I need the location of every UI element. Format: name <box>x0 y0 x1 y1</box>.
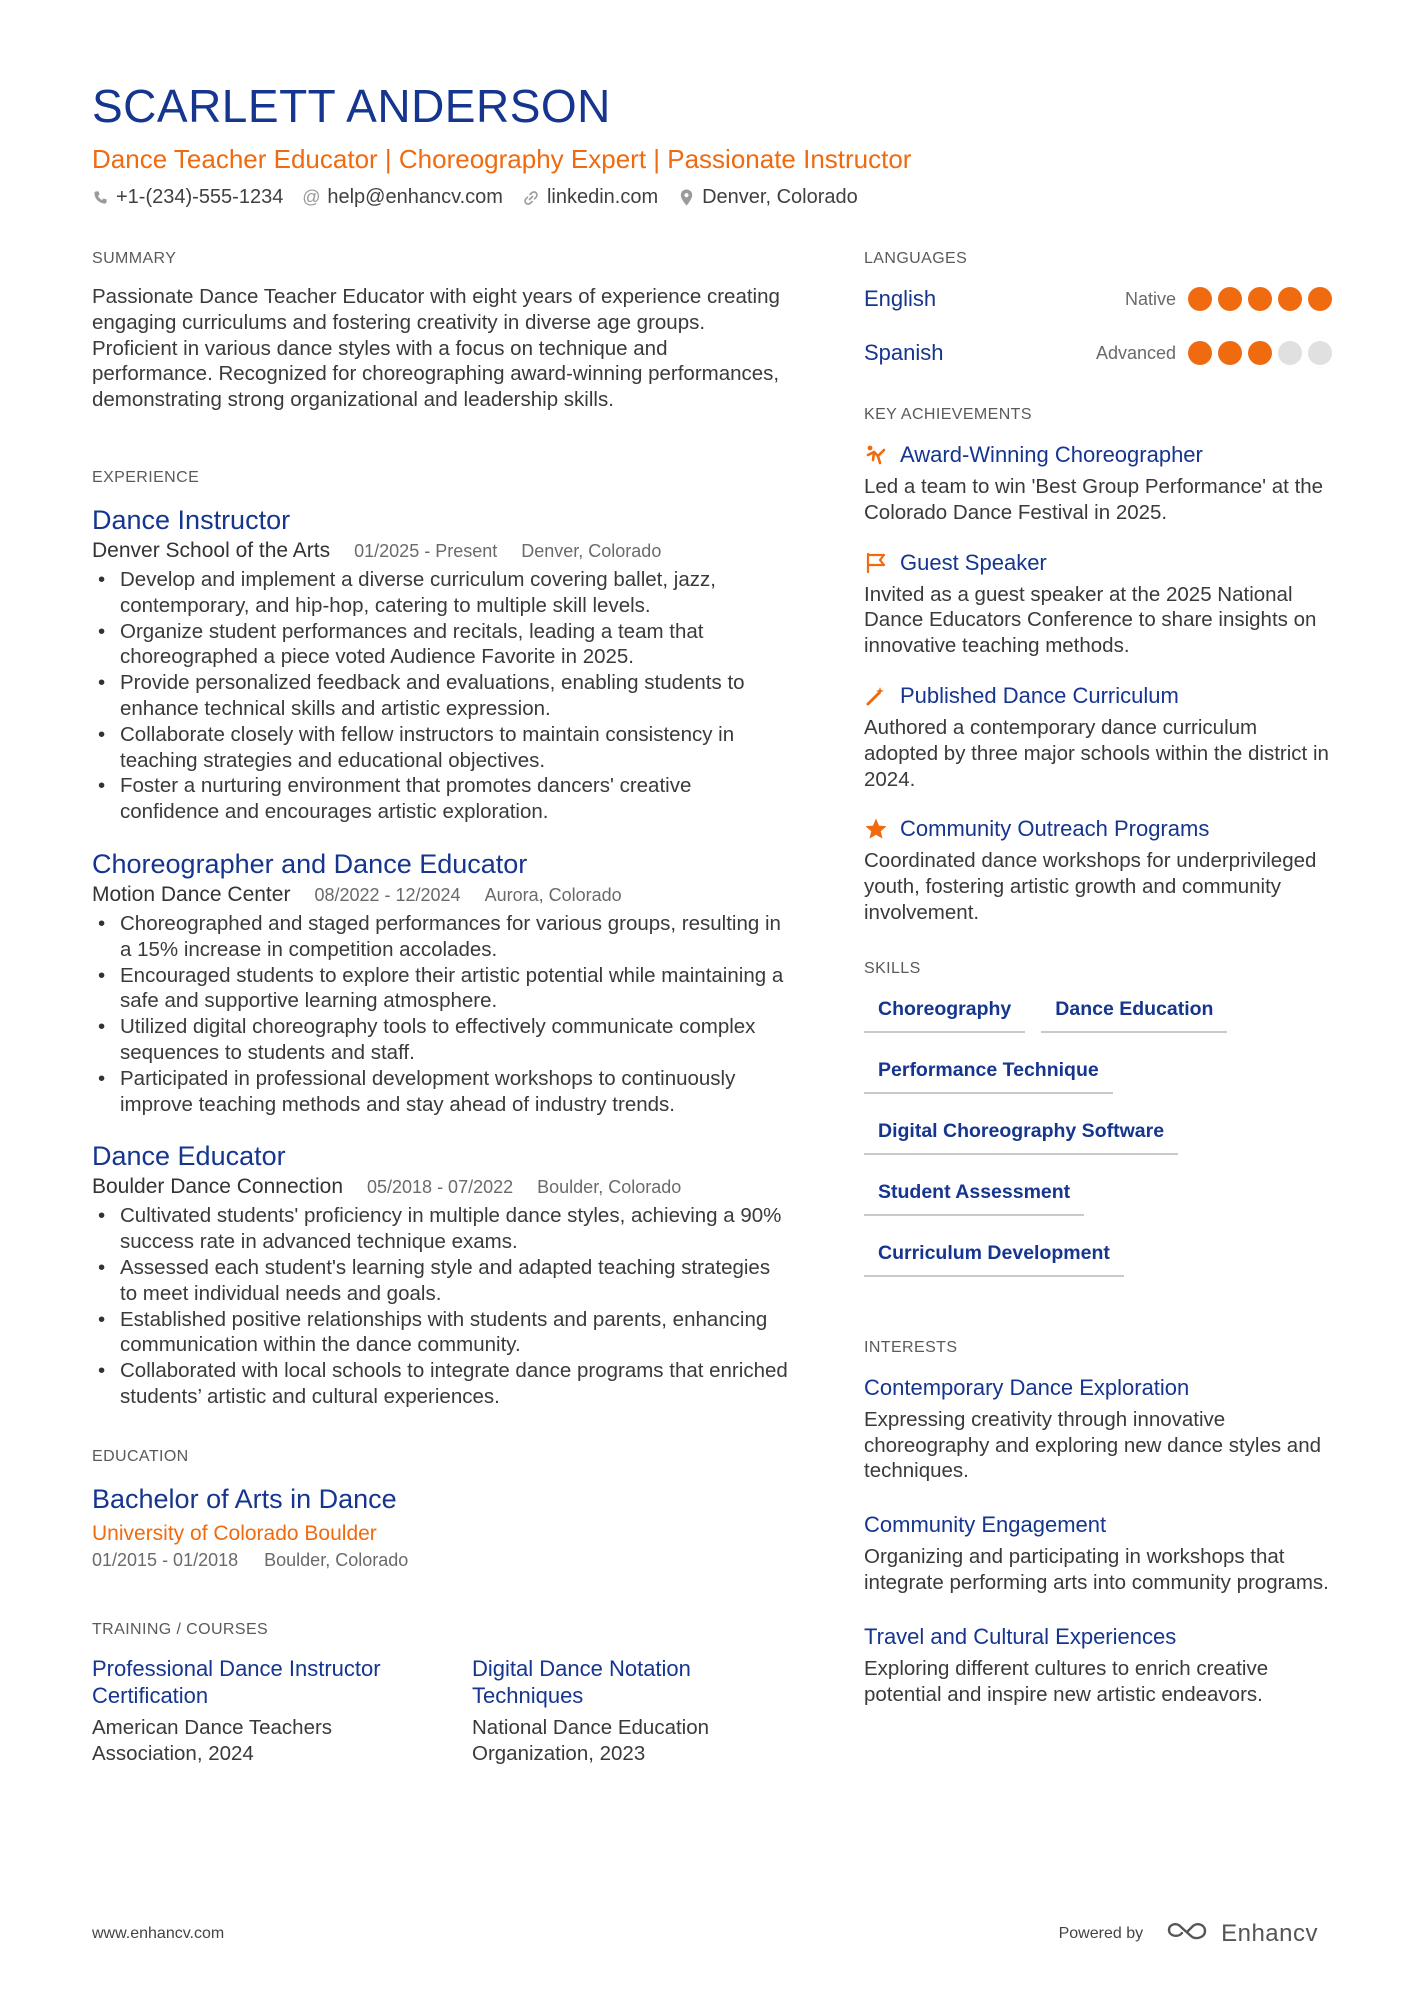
interests-section <box>864 1339 1334 1708</box>
job-bullets <box>92 567 792 825</box>
powered-by-label: Powered by <box>1058 1924 1144 1942</box>
rating-dot-filled <box>1308 287 1332 311</box>
job-bullet: • Encouraged students to explore their artistic potential while maintaining a safe and supportive learning atmosphere. <box>92 963 792 1015</box>
rating-dot-filled <box>1188 287 1212 311</box>
interests-heading: INTERESTS <box>864 1338 958 1356</box>
education-location: Boulder, Colorado <box>264 1549 409 1570</box>
job-bullet: • Utilized digital choreography tools to effectively communicate complex sequences to students and staff. <box>92 1014 792 1066</box>
language-rating <box>1188 287 1332 311</box>
achievement-title: Community Outreach Programs <box>900 816 1210 842</box>
skill-tag: Performance Technique <box>864 1053 1113 1094</box>
job-company: Boulder Dance Connection <box>92 1175 343 1199</box>
degree-title: Bachelor of Arts in Dance <box>92 1483 397 1514</box>
rating-dot-filled <box>1218 341 1242 365</box>
job-bullet: • Cultivated students' proficiency in multiple dance styles, achieving a 90% success rate in advanced technique exams. <box>92 1203 792 1255</box>
job-company: Denver School of the Arts <box>92 538 331 562</box>
job-bullet: • Collaborated with local schools to integrate dance programs that enriched students’ artistic and cultural experiences. <box>92 1358 792 1410</box>
language-level: Advanced <box>1095 342 1176 363</box>
job-company: Motion Dance Center <box>92 882 291 906</box>
rating-dot-filled <box>1218 287 1242 311</box>
achievement-title: Award-Winning Choreographer <box>900 442 1203 467</box>
infinity-logo-icon <box>1165 1918 1211 1949</box>
language-row <box>864 272 1334 326</box>
contact-email[interactable] <box>303 186 503 209</box>
job-bullets <box>92 1203 792 1409</box>
job-dates: 01/2025 - Present <box>354 540 498 561</box>
contact-email-text[interactable]: help@enhancv.com <box>327 186 503 208</box>
interest-title: Community Engagement <box>864 1512 1107 1538</box>
job-title: Dance Educator <box>92 1141 286 1172</box>
course-item <box>92 1655 412 1767</box>
achievement-desc: Authored a contemporary dance curriculum adopted by three major schools within the district in 2024. <box>864 715 1329 791</box>
job-location: Aurora, Colorado <box>484 884 622 905</box>
job-entry <box>92 1139 792 1409</box>
interest-desc: Exploring different cultures to enrich creative potential and inspire new artistic endeavors. <box>864 1656 1269 1706</box>
contact-phone-text: +1-(234)-555-1234 <box>116 186 284 208</box>
job-location: Denver, Colorado <box>521 540 662 561</box>
training-section <box>92 1621 792 1767</box>
magic-wand-icon <box>864 684 888 708</box>
course-item <box>472 1655 792 1767</box>
education-section <box>92 1448 792 1571</box>
job-entry <box>92 503 792 825</box>
interest-desc: Expressing creativity through innovative choreography and exploring new dance styles and techniques. <box>864 1407 1321 1483</box>
rating-dot-empty <box>1308 341 1332 365</box>
skills-list <box>864 992 1334 1277</box>
job-meta <box>92 539 792 563</box>
skill-tag: Choreography <box>864 992 1025 1033</box>
brand-name: Enhancv <box>1221 1919 1318 1947</box>
interest-item <box>864 1510 1334 1596</box>
link-icon <box>523 189 539 207</box>
achievement-item <box>864 681 1334 792</box>
skill-tag: Dance Education <box>1041 992 1227 1033</box>
candidate-tagline: Dance Teacher Educator | Choreography Expert | Passionate Instructor <box>92 144 912 174</box>
achievements-section <box>864 406 1334 926</box>
interest-desc: Organizing and participating in workshops that integrate performing arts into community programs. <box>864 1545 1329 1594</box>
job-title: Dance Instructor <box>92 504 291 535</box>
right-column <box>864 250 1334 1733</box>
job-bullet: • Assessed each student's learning style and adapted teaching strategies to meet individual needs and goals. <box>92 1255 792 1307</box>
rating-dot-filled <box>1188 341 1212 365</box>
language-level: Native <box>1124 288 1176 309</box>
powered-by <box>1059 1918 1318 1949</box>
job-bullet: • Choreographed and staged performances for various groups, resulting in a 15% increase in competition accolades. <box>92 911 792 963</box>
skill-tag: Student Assessment <box>864 1175 1084 1216</box>
resume-header <box>92 78 1322 209</box>
experience-section <box>92 469 792 1410</box>
achievement-desc: Invited as a guest speaker at the 2025 National Dance Educators Conference to share insights on innovative teaching methods. <box>864 582 1317 658</box>
at-icon: @ <box>302 187 321 207</box>
achievement-desc: Coordinated dance workshops for underprivileged youth, fostering artistic growth and community involvement. <box>864 849 1317 924</box>
achievement-item <box>864 440 1334 526</box>
location-pin-icon <box>678 189 694 207</box>
education-meta <box>92 1550 792 1571</box>
job-dates: 05/2018 - 07/2022 <box>367 1177 514 1198</box>
summary-text: Passionate Dance Teacher Educator with eight years of experience creating engaging curriculums and fostering creativity in diverse age groups. Proficient in various dance styles with a focus on technique and performance. Recognized for choreographing award-winning performances, demonstrating strong organizational and leadership skills. <box>92 285 780 412</box>
language-rating <box>1188 341 1332 365</box>
job-title: Choreographer and Dance Educator <box>92 848 528 879</box>
job-bullet: • Established positive relationships with students and parents, enhancing communication within the dance community. <box>92 1307 792 1359</box>
brand-logo[interactable] <box>1165 1918 1318 1949</box>
contact-location-text: Denver, Colorado <box>702 186 858 208</box>
job-bullet: • Provide personalized feedback and evaluations, enabling students to enhance technical skills and artistic expression. <box>92 670 792 722</box>
job-bullet: • Collaborate closely with fellow instructors to maintain consistency in teaching strategies and educational objectives. <box>92 722 792 774</box>
rating-dot-filled <box>1248 341 1272 365</box>
achievement-desc: Led a team to win 'Best Group Performance' at the Colorado Dance Festival in 2025. <box>864 475 1324 524</box>
job-bullet: • Participated in professional development workshops to continuously improve teaching methods and stay ahead of industry trends. <box>92 1066 792 1118</box>
left-column <box>92 250 792 1766</box>
achievement-title: Guest Speaker <box>900 549 1047 575</box>
star-icon <box>864 817 888 841</box>
phone-icon <box>92 189 108 207</box>
contact-linkedin-text[interactable]: linkedin.com <box>546 186 659 208</box>
choreography-icon <box>864 443 888 467</box>
flag-icon <box>864 551 888 575</box>
job-bullets <box>92 911 792 1117</box>
education-heading: EDUCATION <box>92 1447 189 1465</box>
footer-url[interactable]: www.enhancv.com <box>92 1924 225 1942</box>
skills-section <box>864 960 1334 1277</box>
languages-section <box>864 250 1334 380</box>
school-name: University of Colorado Boulder <box>92 1521 377 1545</box>
course-list <box>92 1655 792 1767</box>
rating-dot-filled <box>1248 287 1272 311</box>
interest-title: Travel and Cultural Experiences <box>864 1623 1177 1649</box>
interest-item <box>864 1373 1334 1484</box>
contact-bar <box>92 186 1322 209</box>
candidate-name: SCARLETT ANDERSON <box>92 80 611 132</box>
skills-heading: SKILLS <box>864 959 921 977</box>
job-bullet: • Organize student performances and recitals, leading a team that choreographed a piece voted Audience Favorite in 2025. <box>92 619 792 671</box>
languages-heading: LANGUAGES <box>864 250 968 267</box>
achievement-item <box>864 814 1334 925</box>
job-meta <box>92 883 792 907</box>
course-title: Professional Dance Instructor Certification <box>92 1655 381 1708</box>
achievement-item <box>864 548 1334 659</box>
job-bullet: • Develop and implement a diverse curriculum covering ballet, jazz, contemporary, and hip-hop, catering to multiple skill levels. <box>92 567 792 619</box>
language-name: English <box>864 286 937 311</box>
summary-heading: SUMMARY <box>92 250 177 267</box>
job-dates: 08/2022 - 12/2024 <box>314 884 461 905</box>
interest-title: Contemporary Dance Exploration <box>864 1374 1190 1400</box>
job-location: Boulder, Colorado <box>537 1177 682 1198</box>
language-name: Spanish <box>864 340 944 365</box>
contact-linkedin[interactable] <box>523 186 658 209</box>
training-heading: TRAINING / COURSES <box>92 1620 269 1638</box>
achievement-title: Published Dance Curriculum <box>900 682 1179 708</box>
interest-item <box>864 1622 1334 1708</box>
contact-location <box>678 186 858 209</box>
job-entry <box>92 847 792 1117</box>
page-footer <box>92 1918 1318 1949</box>
course-org: American Dance Teachers Association, 2024 <box>92 1715 333 1765</box>
job-bullet: • Foster a nurturing environment that promotes dancers' creative confidence and encourages artistic exploration. <box>92 773 792 825</box>
summary-section <box>92 250 792 413</box>
course-org: National Dance Education Organization, 2023 <box>472 1715 710 1765</box>
contact-phone <box>92 186 283 209</box>
education-dates: 01/2015 - 01/2018 <box>92 1549 239 1570</box>
skill-tag: Digital Choreography Software <box>864 1114 1178 1155</box>
job-meta <box>92 1175 792 1199</box>
rating-dot-filled <box>1278 287 1302 311</box>
rating-dot-empty <box>1278 341 1302 365</box>
skill-tag: Curriculum Development <box>864 1236 1124 1277</box>
language-row <box>864 326 1334 380</box>
experience-heading: EXPERIENCE <box>92 468 200 486</box>
achievements-heading: KEY ACHIEVEMENTS <box>864 406 1032 423</box>
course-title: Digital Dance Notation Techniques <box>472 1655 691 1708</box>
